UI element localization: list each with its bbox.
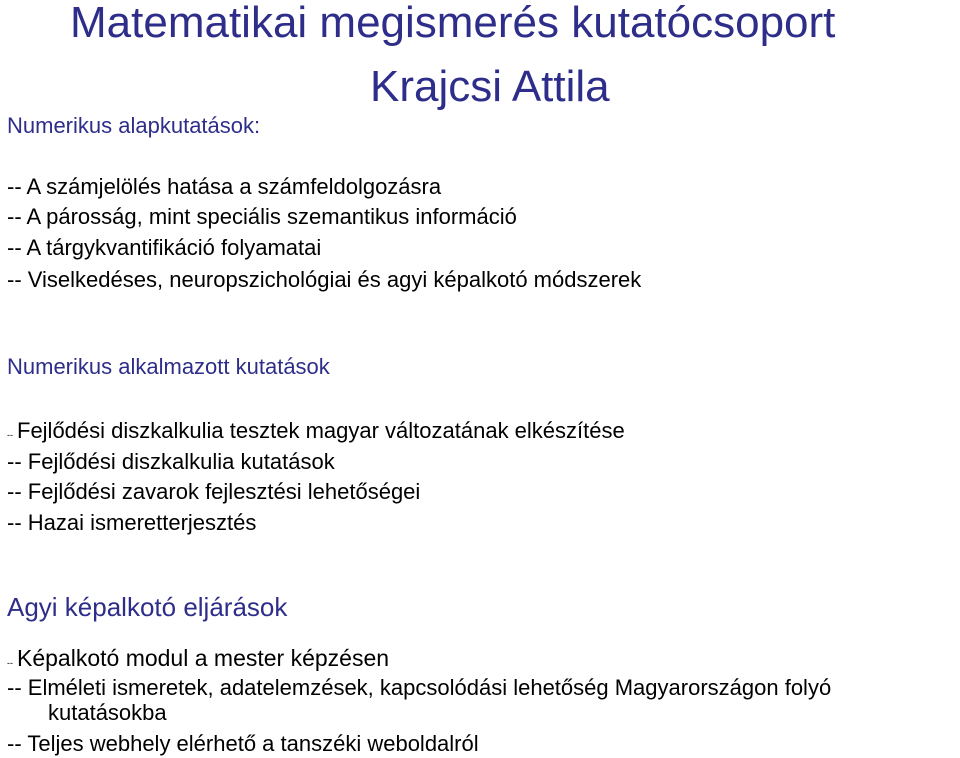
- section-heading-imaging: Agyi képalkotó eljárások: [7, 592, 288, 622]
- page-title-line1: Matematikai megismerés kutatócsoport: [70, 0, 836, 47]
- list-item: -- Fejlődési diszkalkulia kutatások: [7, 449, 335, 474]
- list-item: [7, 418, 625, 444]
- list-item-text: Képalkotó modul a mester képzésen: [17, 645, 390, 671]
- list-item-text: Fejlődési diszkalkulia tesztek magyar változatának elkészítése: [17, 418, 625, 443]
- list-item: -- A számjelölés hatása a számfeldolgozásra: [7, 174, 442, 199]
- list-item: -- Elméleti ismeretek, adatelemzések, kapcsolódási lehetőség Magyarországon folyó: [7, 675, 832, 700]
- list-item: -- A tárgykvantifikáció folyamatai: [7, 235, 322, 260]
- list-item: -- A párosság, mint speciális szemantikus információ: [7, 204, 517, 229]
- list-item: -- Teljes webhely elérhető a tanszéki weboldalról: [7, 731, 479, 756]
- page-title-line2: Krajcsi Attila: [370, 62, 610, 111]
- list-item: [7, 645, 389, 672]
- list-item: -- Hazai ismeretterjesztés: [7, 510, 257, 535]
- list-item: -- Viselkedéses, neuropszichológiai és agyi képalkotó módszerek: [7, 267, 642, 292]
- list-item-continuation: kutatásokba: [48, 700, 167, 725]
- list-item: -- Fejlődési zavarok fejlesztési lehetőségei: [7, 479, 421, 504]
- section-heading-applied: Numerikus alkalmazott kutatások: [7, 354, 330, 379]
- small-dash: --: [7, 430, 13, 440]
- small-dash: --: [7, 658, 13, 668]
- section-heading-basic: Numerikus alapkutatások:: [7, 113, 261, 138]
